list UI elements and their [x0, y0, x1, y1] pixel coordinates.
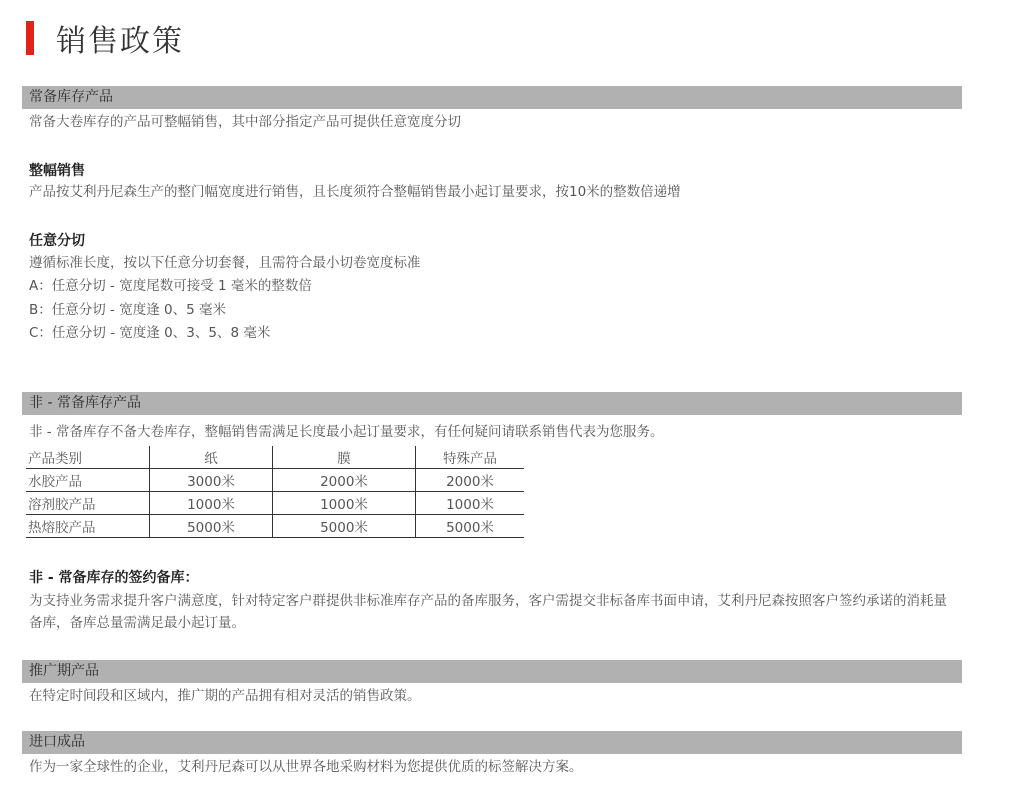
table-cell: 5000米	[416, 515, 525, 538]
section-band-promo: 推广期产品	[22, 660, 962, 683]
section-band-import: 进口成品	[22, 731, 962, 754]
title-accent-bar	[26, 21, 34, 55]
stock-description: 常备大卷库存的产品可整幅销售，其中部分指定产品可提供任意宽度分切	[29, 114, 461, 130]
table-cell: 1000米	[416, 492, 525, 515]
table-row	[26, 515, 524, 538]
contract-stock-heading: 非 - 常备库存的签约备库：	[29, 570, 199, 586]
import-description: 作为一家全球性的企业，艾利丹尼森可以从世界各地采购材料为您提供优质的标签解决方案。	[29, 759, 583, 775]
table-cell: 5000米	[273, 515, 416, 538]
contract-stock-text: 为支持业务需求提升客户满意度，针对特定客户群提供非标准库存产品的备库服务，客户需提交非标备库书面申请，艾利丹尼森按照客户签约承诺的消耗量备库，备库总量需满足最小起订量。	[29, 593, 947, 631]
table-cell: 水胶产品	[26, 469, 150, 492]
slitting-option-c: C：任意分切 - 宽度逢 0、3、5、8 毫米	[29, 325, 271, 341]
table-header-cell: 膜	[273, 446, 416, 469]
slitting-option-b: B：任意分切 - 宽度逢 0、5 毫米	[29, 302, 226, 318]
table-cell: 1000米	[273, 492, 416, 515]
non-stock-description: 非 - 常备库存不备大卷库存，整幅销售需满足长度最小起订量要求，有任何疑问请联系销售代表为您服务。	[29, 424, 664, 440]
page-title-block	[26, 20, 184, 59]
table-header-cell: 特殊产品	[416, 446, 525, 469]
full-width-heading: 整幅销售	[29, 163, 85, 179]
table-cell: 5000米	[150, 515, 273, 538]
promo-description: 在特定时间段和区域内，推广期的产品拥有相对灵活的销售政策。	[29, 688, 421, 704]
table-cell: 热熔胶产品	[26, 515, 150, 538]
moq-table	[26, 446, 524, 538]
table-cell: 3000米	[150, 469, 273, 492]
section-band-stock: 常备库存产品	[22, 86, 962, 109]
table-header-cell: 纸	[150, 446, 273, 469]
table-row	[26, 492, 524, 515]
table-header-cell: 产品类别	[26, 446, 150, 469]
full-width-text: 产品按艾利丹尼森生产的整门幅宽度进行销售，且长度须符合整幅销售最小起订量要求，按10米的整数倍递增	[29, 184, 681, 200]
slitting-heading: 任意分切	[29, 233, 85, 249]
slitting-option-a: A：任意分切 - 宽度尾数可接受 1 毫米的整数倍	[29, 278, 312, 294]
table-cell: 1000米	[150, 492, 273, 515]
table-cell: 2000米	[273, 469, 416, 492]
table-header-row	[26, 446, 524, 469]
table-cell: 溶剂胶产品	[26, 492, 150, 515]
table-row	[26, 469, 524, 492]
page-title: 销售政策	[56, 24, 184, 59]
table-cell: 2000米	[416, 469, 525, 492]
slitting-line: 遵循标准长度，按以下任意分切套餐，且需符合最小切卷宽度标准	[29, 255, 421, 271]
section-band-non-stock: 非 - 常备库存产品	[22, 392, 962, 415]
